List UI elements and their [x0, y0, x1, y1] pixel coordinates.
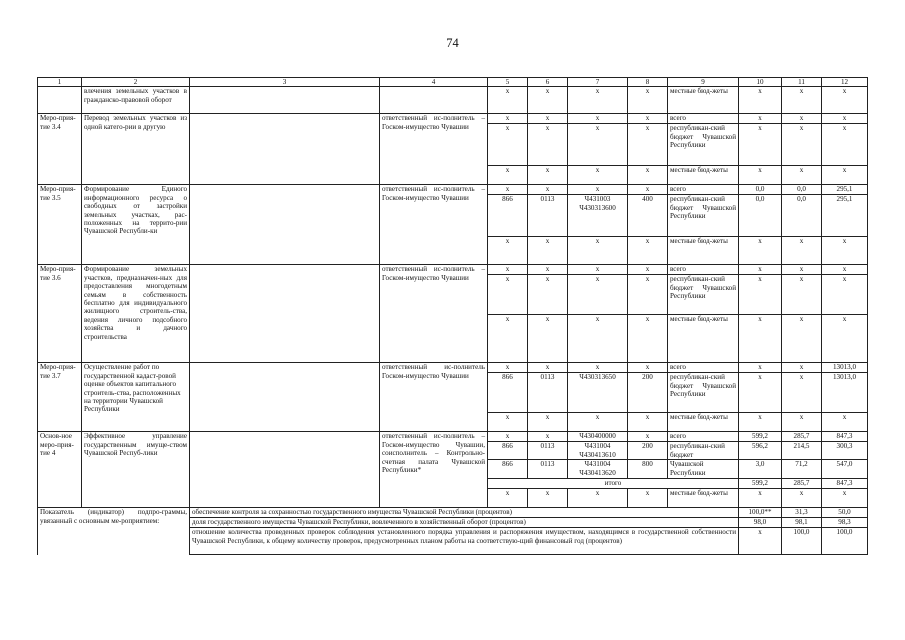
header-cell: 8: [628, 78, 668, 87]
cell: 100,0: [822, 528, 868, 555]
cell: x: [528, 432, 568, 442]
cell: x: [488, 315, 528, 363]
cell: x: [739, 373, 782, 413]
cell: 295,1: [822, 195, 868, 237]
cell: x: [739, 413, 782, 432]
header-cell: 2: [82, 78, 190, 87]
cell: x: [488, 489, 528, 508]
cell: 98,0: [739, 518, 782, 528]
cell: Ч431003 Ч430313600: [568, 195, 628, 237]
cell: 200: [628, 373, 668, 413]
budget-table: [37, 77, 868, 555]
cell: Перевод земельных участков из одной катего-рии в другую: [82, 114, 190, 185]
cell: x: [568, 185, 628, 195]
cell: x: [739, 87, 782, 114]
cell: 0,0: [782, 185, 822, 195]
cell: [190, 363, 380, 432]
cell: 31,3: [782, 508, 822, 518]
cell: местные бюд-жеты: [668, 315, 739, 363]
cell: x: [488, 87, 528, 114]
cell: x: [568, 114, 628, 124]
total-label: итого: [488, 479, 739, 489]
cell: 285,7: [782, 479, 822, 489]
cell: x: [488, 114, 528, 124]
cell: x: [782, 275, 822, 315]
cell: 13013,0: [822, 363, 868, 373]
cell: x: [568, 166, 628, 185]
cell: x: [628, 124, 668, 166]
cell: Ч430313650: [568, 373, 628, 413]
cell: x: [488, 432, 528, 442]
header-cell: 3: [190, 78, 380, 87]
cell: ответственный ис-полнитель – Госком-имущество Чувашии: [380, 114, 488, 185]
indicator-text: обеспечение контроля за сохранностью государственного имущества Чувашской Республики (процентов): [190, 508, 739, 518]
cell: Эффективное управление государственным имуще-ством Чувашской Респуб-лики: [82, 432, 190, 508]
cell: Основ-ное меро-прия-тие 4: [38, 432, 82, 508]
cell: x: [488, 413, 528, 432]
cell: [190, 432, 380, 508]
cell: 866: [488, 195, 528, 237]
cell: x: [739, 166, 782, 185]
cell: x: [782, 166, 822, 185]
header-cell: 6: [528, 78, 568, 87]
cell: x: [782, 413, 822, 432]
cell: влечения земельных участков в гражданско-правовой оборот: [82, 87, 190, 114]
cell: x: [528, 275, 568, 315]
cell: Ч431004 Ч430413620: [568, 460, 628, 479]
cell: x: [628, 185, 668, 195]
cell: республикан-ский бюджет Чувашской Республики: [668, 373, 739, 413]
cell: [190, 265, 380, 363]
cell: x: [739, 265, 782, 275]
header-cell: 7: [568, 78, 628, 87]
cell: 0113: [528, 460, 568, 479]
cell: x: [739, 237, 782, 265]
cell: 0113: [528, 195, 568, 237]
cell: x: [568, 265, 628, 275]
cell: x: [822, 315, 868, 363]
cell: Меро-прия-тие 3.6: [38, 265, 82, 363]
cell: Ч430400000: [568, 432, 628, 442]
cell: 50,0: [822, 508, 868, 518]
cell: x: [782, 315, 822, 363]
cell: Формирование земельных участков, предназначен-ных для предоставления многодетным семьям в собственность бесплатно для индивидуального жилищного строитель-ства, ведения личного подсобного хозяйства и дачного строительства: [82, 265, 190, 363]
cell: x: [528, 363, 568, 373]
cell: x: [782, 114, 822, 124]
cell: [190, 185, 380, 265]
cell: x: [782, 124, 822, 166]
table-row: [38, 508, 868, 518]
cell: x: [528, 265, 568, 275]
cell: [38, 87, 82, 114]
cell: 285,7: [782, 432, 822, 442]
indicator-label: Показатель (индикатор) подпро-граммы, увязанный с основным ме-роприятием:: [38, 508, 190, 555]
cell: республикан-ский бюджет Чувашской Республики: [668, 124, 739, 166]
cell: [380, 87, 488, 114]
cell: x: [822, 275, 868, 315]
table-row: [38, 432, 868, 442]
page-number: 74: [446, 36, 459, 50]
cell: 71,2: [782, 460, 822, 479]
cell: [190, 114, 380, 185]
cell: x: [822, 237, 868, 265]
header-cell: 5: [488, 78, 528, 87]
cell: x: [739, 528, 782, 555]
cell: x: [568, 363, 628, 373]
cell: x: [568, 489, 628, 508]
cell: x: [528, 237, 568, 265]
cell: 866: [488, 460, 528, 479]
cell: 547,0: [822, 460, 868, 479]
cell: Формирование Единого информационного ресурса о свободных от застройки земельных участках, рас-положенных на террито-рии Чувашской Республи-ки: [82, 185, 190, 265]
cell: ответственный ис-полнитель – Госком-имущество Чувашии, соисполнитель – Контрольно-счетная палата Чувашской Республики*: [380, 432, 488, 508]
cell: ответственный ис-полнитель – Госком-имущество Чувашии: [380, 185, 488, 265]
cell: x: [782, 237, 822, 265]
cell: 0,0: [739, 195, 782, 237]
cell: x: [628, 265, 668, 275]
cell: x: [568, 413, 628, 432]
cell: республикан-ский бюджет Чувашской Республики: [668, 195, 739, 237]
cell: x: [488, 275, 528, 315]
cell: Чувашской Республики: [668, 460, 739, 479]
cell: x: [628, 489, 668, 508]
cell: Осуществление работ по государственной кадаст-ровой оценке объектов капитального строитель-ства, расположенных на территории Чувашской Республики: [82, 363, 190, 432]
cell: 847,3: [822, 432, 868, 442]
header-cell: 11: [782, 78, 822, 87]
cell: x: [628, 363, 668, 373]
cell: x: [739, 363, 782, 373]
cell: 100,0: [782, 528, 822, 555]
cell: ответственный ис-полнитель – Госком-имущество Чувашии: [380, 265, 488, 363]
cell: 0,0: [782, 195, 822, 237]
cell: x: [782, 489, 822, 508]
cell: x: [488, 363, 528, 373]
header-cell: 12: [822, 78, 868, 87]
cell: x: [528, 87, 568, 114]
cell: x: [822, 413, 868, 432]
cell: 596,2: [739, 442, 782, 460]
cell: 13013,0: [822, 373, 868, 413]
cell: x: [568, 124, 628, 166]
cell: x: [528, 114, 568, 124]
cell: всего: [668, 265, 739, 275]
cell: всего: [668, 114, 739, 124]
cell: x: [739, 489, 782, 508]
cell: местные бюд-жеты: [668, 87, 739, 114]
cell: местные бюд-жеты: [668, 237, 739, 265]
cell: 295,1: [822, 185, 868, 195]
cell: x: [568, 237, 628, 265]
table-row: [38, 363, 868, 373]
cell: 98,1: [782, 518, 822, 528]
cell: 214,5: [782, 442, 822, 460]
cell: x: [628, 114, 668, 124]
cell: x: [488, 166, 528, 185]
cell: x: [782, 87, 822, 114]
header-cell: 4: [380, 78, 488, 87]
cell: x: [628, 432, 668, 442]
table-row: [38, 114, 868, 124]
cell: x: [739, 114, 782, 124]
header-row: [38, 78, 868, 87]
table-row: [38, 87, 868, 114]
cell: 599,2: [739, 479, 782, 489]
cell: 100,0**: [739, 508, 782, 518]
cell: x: [528, 489, 568, 508]
cell: местные бюд-жеты: [668, 489, 739, 508]
cell: Меро-прия-тие 3.5: [38, 185, 82, 265]
cell: x: [782, 265, 822, 275]
cell: x: [628, 166, 668, 185]
cell: местные бюд-жеты: [668, 166, 739, 185]
cell: x: [822, 489, 868, 508]
cell: 866: [488, 442, 528, 460]
cell: x: [822, 265, 868, 275]
cell: x: [568, 87, 628, 114]
cell: 200: [628, 442, 668, 460]
cell: республикан-ский бюджет Чувашской Республики: [668, 275, 739, 315]
cell: x: [628, 413, 668, 432]
table-row: [38, 185, 868, 195]
cell: [190, 87, 380, 114]
cell: x: [782, 363, 822, 373]
cell: 599,2: [739, 432, 782, 442]
cell: всего: [668, 363, 739, 373]
cell: 0,0: [739, 185, 782, 195]
cell: 866: [488, 373, 528, 413]
cell: x: [628, 275, 668, 315]
cell: 847,3: [822, 479, 868, 489]
indicator-text: отношение количества проведенных проверок соблюдения установленного порядка управления и распоряжения имуществом, находящимся в государственной собственности Чувашской Республики, к общему количеству проверок, предусмотренных планом работы на соответствую-щий финансовый год (процентов): [190, 528, 739, 555]
cell: x: [488, 237, 528, 265]
cell: x: [739, 124, 782, 166]
cell: x: [822, 166, 868, 185]
cell: 800: [628, 460, 668, 479]
cell: всего: [668, 432, 739, 442]
cell: x: [528, 315, 568, 363]
cell: 98,3: [822, 518, 868, 528]
cell: x: [628, 237, 668, 265]
cell: x: [822, 124, 868, 166]
cell: x: [568, 275, 628, 315]
cell: x: [488, 185, 528, 195]
cell: x: [528, 166, 568, 185]
cell: местные бюд-жеты: [668, 413, 739, 432]
cell: x: [528, 413, 568, 432]
cell: всего: [668, 185, 739, 195]
cell: x: [739, 275, 782, 315]
cell: республикан-ский бюджет: [668, 442, 739, 460]
cell: x: [488, 265, 528, 275]
cell: 400: [628, 195, 668, 237]
cell: x: [488, 124, 528, 166]
header-cell: 9: [668, 78, 739, 87]
cell: x: [628, 87, 668, 114]
header-cell: 10: [739, 78, 782, 87]
cell: ответственный ис-полнитель Госком-имущество Чувашии: [380, 363, 488, 432]
cell: x: [739, 315, 782, 363]
cell: 0113: [528, 442, 568, 460]
cell: x: [568, 315, 628, 363]
cell: x: [822, 87, 868, 114]
cell: 3,0: [739, 460, 782, 479]
cell: x: [782, 373, 822, 413]
cell: x: [528, 124, 568, 166]
cell: Меро-прия-тие 3.4: [38, 114, 82, 185]
header-cell: 1: [38, 78, 82, 87]
cell: x: [822, 114, 868, 124]
cell: x: [628, 315, 668, 363]
indicator-text: доля государственного имущества Чувашской Республики, вовлеченного в хозяйственный оборот (процентов): [190, 518, 739, 528]
cell: Ч431004 Ч430413610: [568, 442, 628, 460]
table-row: [38, 265, 868, 275]
cell: Меро-прия-тие 3.7: [38, 363, 82, 432]
cell: 0113: [528, 373, 568, 413]
cell: 300,3: [822, 442, 868, 460]
cell: x: [528, 185, 568, 195]
